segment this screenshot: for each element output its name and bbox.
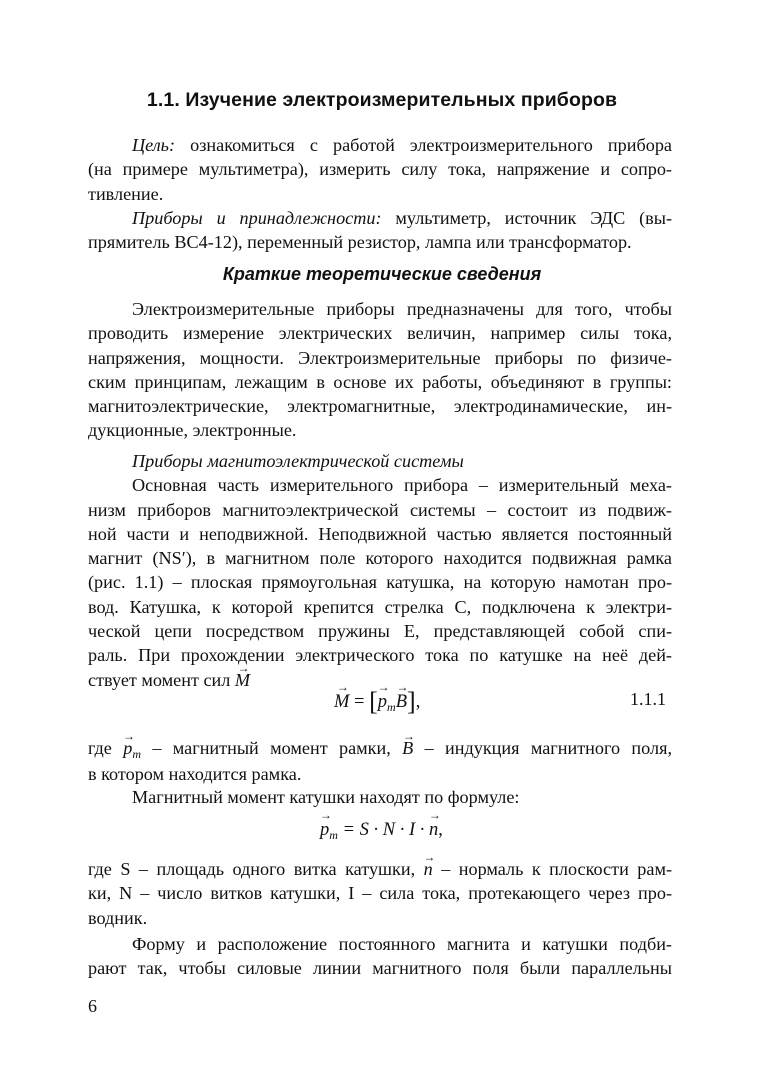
magneto-line-8: раль. При прохождении электрического тока по катушке на неё дей- (88, 645, 672, 666)
magneto-line-9: ствует момент сил (88, 669, 231, 690)
magneto-line-5: (рис. 1.1) – плоская прямоугольная катушка, на которую намотан про- (88, 572, 672, 593)
eq-p-sub: m (387, 700, 396, 714)
final-paragraph (88, 932, 672, 981)
instruments-paragraph (88, 206, 672, 255)
moment-formula (320, 820, 443, 843)
theory-line-2: проводить измерение электрических величин, например силы тока, (88, 323, 672, 344)
explain-1 (88, 734, 672, 786)
page-number: 6 (88, 996, 97, 1016)
final-line-2: рают так, чтобы силовые линии магнитного поля были параллельны (88, 958, 672, 979)
theory-line-4: ским принципам, лежащим в основе их работы, объединяют в группы: (88, 371, 672, 392)
formula-n: → n (429, 820, 438, 841)
formula-rhs: = S · N · I · (342, 820, 430, 840)
theory-paragraph (88, 297, 672, 443)
theory-line-3: напряжения, мощности. Электроизмерительные приборы по физиче- (88, 347, 672, 368)
magneto-line-6: вод. Катушка, к которой крепится стрелка C, подключена к электри- (88, 596, 672, 617)
explain2-line2: ки, N – число витков катушки, I – сила тока, протекающего через про- (88, 883, 672, 904)
goal-line-1: ознакомиться с работой электроизмерительного прибора (190, 135, 672, 155)
explain1-p: → p (123, 734, 132, 762)
moment-symbol: → M (235, 668, 250, 692)
magneto-subheading: Приборы магнитоэлектрической системы (132, 451, 464, 471)
moment-formula-intro: Магнитный момент катушки находят по формуле: (132, 787, 520, 807)
magneto-line-4: магнит (NS′), в магнитном поле которого находится подвижная рамка (88, 548, 672, 569)
eq-b: → B (396, 692, 407, 713)
final-line-1: Форму и расположение постоянного магнита и катушки подби- (132, 934, 672, 954)
formula-p: → p (320, 820, 329, 841)
explain2-line1a: где S – площадь одного витка катушки, (88, 859, 416, 879)
explain1-p-sub: m (132, 747, 141, 761)
eq-equals: = (354, 692, 365, 712)
eq-tail: , (415, 692, 421, 712)
instruments-label: Приборы и принадлежности: (132, 208, 382, 228)
section-title: 1.1. Изучение электроизмерительных приборов (146, 89, 618, 111)
explain1-b: → B (402, 734, 413, 762)
explain1-text1: – магнитный момент рамки, (152, 738, 391, 758)
theory-line-6: дукционные, электронные. (88, 420, 297, 441)
theory-heading: Краткие теоретические сведения (222, 264, 542, 284)
explain1-line2: в котором находится рамка. (88, 764, 302, 784)
magneto-line-2: низм приборов магнитоэлектрической системы – состоит из подвиж- (88, 499, 672, 520)
magneto-line-7: ческой цепи посредством пружины E, представляющей собой спи- (88, 621, 672, 642)
magneto-line-1: Основная часть измерительного прибора – измерительный меха- (132, 475, 672, 496)
formula-tail: , (438, 820, 443, 840)
explain2-line3: водник. (88, 907, 148, 928)
explain-2 (88, 857, 672, 930)
eq-p: → p (378, 692, 387, 713)
eq-moment: → M (334, 692, 349, 713)
goal-label: Цель: (132, 135, 176, 155)
explain1-text2: – индукция магнитного поля, (424, 738, 672, 758)
magneto-section (88, 449, 672, 692)
goal-line-3: тивление. (88, 183, 164, 204)
theory-line-5: магнитоэлектрические, электромагнитные, электродинамические, ин- (88, 396, 672, 417)
explain1-where: где (88, 738, 112, 758)
explain2-n: → n (424, 857, 433, 881)
equation-number: 1.1.1 (630, 689, 666, 709)
instruments-line-1: мультиметр, источник ЭДС (вы- (395, 208, 672, 228)
instruments-line-2: прямитель ВС4-12), переменный резистор, лампа или трансформатор. (88, 232, 632, 253)
goal-paragraph (88, 133, 672, 206)
goal-line-2: (на примере мультиметра), измерить силу тока, напряжение и сопро- (88, 159, 672, 180)
theory-line-1: Электроизмерительные приборы предназначены для того, чтобы (132, 299, 672, 319)
equation-1-1-1: → M = [→ $p_m\to B$], (334, 687, 420, 717)
formula-p-sub: m (329, 828, 338, 842)
magneto-line-3: ной части и неподвижной. Неподвижной частью является постоянный (88, 523, 672, 544)
explain2-line1b: – нормаль к плоскости рам- (441, 859, 672, 879)
